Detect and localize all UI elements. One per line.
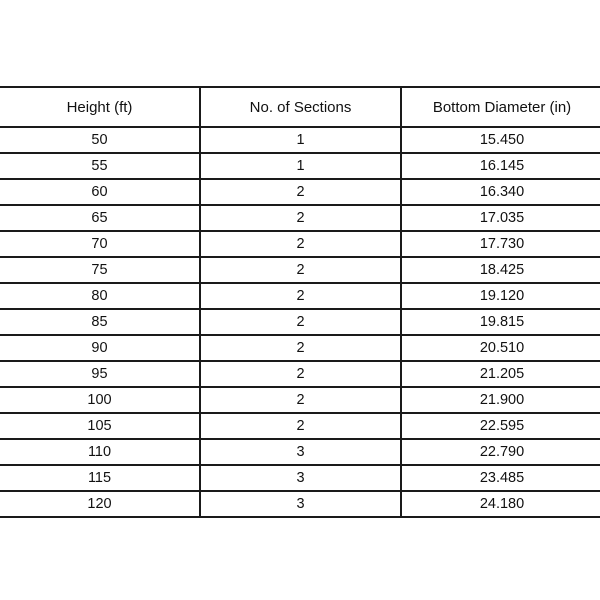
cell-height: 60 — [0, 179, 200, 205]
cell-bottom-diameter: 15.450 — [401, 127, 600, 153]
header-sections: No. of Sections — [200, 87, 401, 127]
cell-height: 70 — [0, 231, 200, 257]
cell-sections: 3 — [200, 439, 401, 465]
spec-table — [0, 86, 600, 518]
table-row — [0, 257, 600, 283]
table-row — [0, 127, 600, 153]
cell-height: 90 — [0, 335, 200, 361]
cell-bottom-diameter: 17.035 — [401, 205, 600, 231]
table-row — [0, 491, 600, 517]
table-row — [0, 465, 600, 491]
table-row — [0, 439, 600, 465]
cell-height: 80 — [0, 283, 200, 309]
cell-bottom-diameter: 16.145 — [401, 153, 600, 179]
table-row — [0, 335, 600, 361]
cell-sections: 2 — [200, 335, 401, 361]
cell-sections: 1 — [200, 127, 401, 153]
cell-sections: 2 — [200, 205, 401, 231]
cell-height: 120 — [0, 491, 200, 517]
cell-bottom-diameter: 19.120 — [401, 283, 600, 309]
cell-sections: 2 — [200, 361, 401, 387]
cell-height: 105 — [0, 413, 200, 439]
cell-sections: 1 — [200, 153, 401, 179]
cell-sections: 2 — [200, 179, 401, 205]
cell-sections: 2 — [200, 413, 401, 439]
cell-sections: 2 — [200, 231, 401, 257]
cell-sections: 2 — [200, 387, 401, 413]
cell-bottom-diameter: 22.790 — [401, 439, 600, 465]
table-row — [0, 387, 600, 413]
cell-sections: 2 — [200, 257, 401, 283]
header-row — [0, 87, 600, 127]
table-row — [0, 283, 600, 309]
cell-height: 95 — [0, 361, 200, 387]
header-height: Height (ft) — [0, 87, 200, 127]
cell-bottom-diameter: 23.485 — [401, 465, 600, 491]
cell-bottom-diameter: 18.425 — [401, 257, 600, 283]
cell-bottom-diameter: 22.595 — [401, 413, 600, 439]
cell-height: 85 — [0, 309, 200, 335]
cell-bottom-diameter: 17.730 — [401, 231, 600, 257]
table-row — [0, 361, 600, 387]
cell-bottom-diameter: 21.205 — [401, 361, 600, 387]
table-header — [0, 87, 600, 127]
cell-height: 100 — [0, 387, 200, 413]
cell-bottom-diameter: 24.180 — [401, 491, 600, 517]
header-bottom-diameter: Bottom Diameter (in) — [401, 87, 600, 127]
table-row — [0, 179, 600, 205]
table-row — [0, 231, 600, 257]
cell-bottom-diameter: 16.340 — [401, 179, 600, 205]
cell-bottom-diameter: 19.815 — [401, 309, 600, 335]
cell-sections: 3 — [200, 465, 401, 491]
table-row — [0, 205, 600, 231]
cell-sections: 3 — [200, 491, 401, 517]
cell-bottom-diameter: 20.510 — [401, 335, 600, 361]
cell-bottom-diameter: 21.900 — [401, 387, 600, 413]
cell-height: 55 — [0, 153, 200, 179]
table-row — [0, 413, 600, 439]
table-body — [0, 127, 600, 517]
cell-height: 50 — [0, 127, 200, 153]
cell-height: 65 — [0, 205, 200, 231]
cell-height: 110 — [0, 439, 200, 465]
cell-sections: 2 — [200, 283, 401, 309]
cell-height: 75 — [0, 257, 200, 283]
spec-table-container — [0, 86, 600, 518]
table-row — [0, 153, 600, 179]
table-row — [0, 309, 600, 335]
cell-sections: 2 — [200, 309, 401, 335]
cell-height: 115 — [0, 465, 200, 491]
